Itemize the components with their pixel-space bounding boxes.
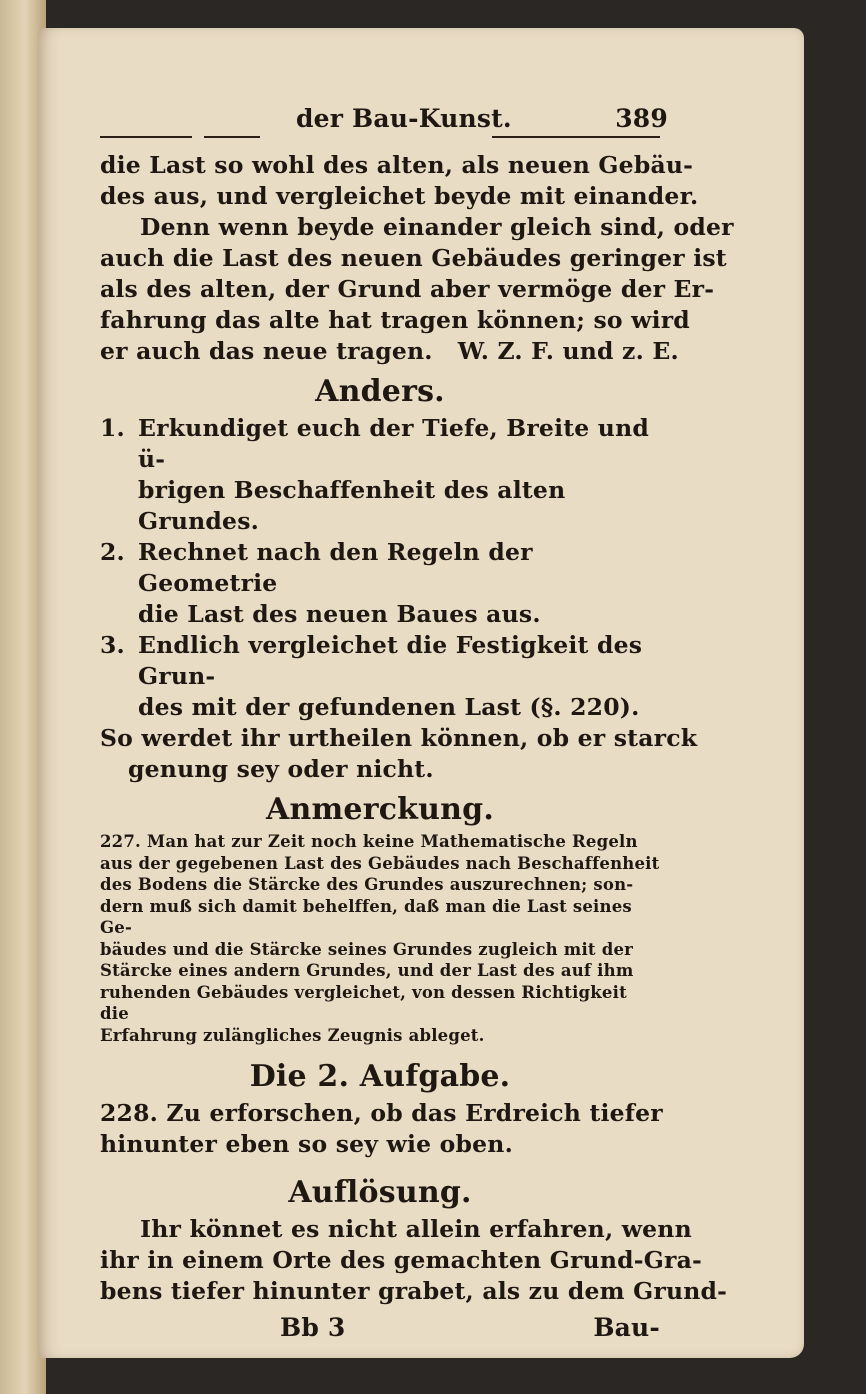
text-line: bens tiefer hinunter grabet, als zu dem Grund- [100, 1277, 728, 1305]
catchword: Bau- [593, 1313, 660, 1342]
list-number: 1. [100, 414, 125, 442]
section-heading-aufgabe: Die 2. Aufgabe. [249, 1059, 511, 1094]
section-heading-aufloesung: Auflösung. [288, 1175, 472, 1210]
text-line: fahrung das alte hat tragen können; so wird [100, 306, 690, 334]
list-number: 2. [100, 538, 125, 566]
page-footer [100, 1313, 660, 1342]
header-rule [204, 136, 260, 138]
text-line: auch die Last des neuen Gebäudes geringer ist [100, 244, 727, 272]
list-text: Endlich vergleichet die Festigkeit des Grun- des mit der gefundenen Last (§. 220). [138, 631, 643, 721]
text-line: ihr in einem Orte des gemachten Grund-Gra- [100, 1246, 702, 1274]
text-line: 228. Zu erforschen, ob das Erdreich tiefer [100, 1099, 663, 1127]
header-rule [492, 136, 660, 138]
text-line: er auch das neue tragen. W. Z. F. und z. E. [100, 337, 679, 365]
text-line: als des alten, der Grund aber vermöge der Er- [100, 275, 715, 303]
text-line: Denn wenn beyde einander gleich sind, oder [140, 213, 734, 241]
text-line: hinunter eben so sey wie oben. [100, 1130, 513, 1158]
section-heading-anders: Anders. [315, 374, 445, 409]
book-page [38, 28, 804, 1358]
page-content [100, 98, 734, 1342]
text-line: Ihr könnet es nicht allein erfahren, wenn [140, 1215, 692, 1243]
list-text: Erkundiget euch der Tiefe, Breite und ü- brigen Beschaffenheit des alten Grundes. [138, 414, 649, 535]
section-heading-anmerckung: Anmerckung. [265, 792, 495, 827]
text-line: des aus, und vergleichet beyde mit einander. [100, 182, 699, 210]
signature-mark: Bb 3 [280, 1313, 346, 1342]
list-item [100, 630, 660, 723]
text-line: genung sey oder nicht. [128, 755, 434, 783]
text-line: die Last so wohl des alten, als neuen Gebäu- [100, 151, 694, 179]
list-number: 3. [100, 631, 125, 659]
list-item [100, 413, 660, 537]
list-text: Rechnet nach den Regeln der Geometrie die Last des neuen Baues aus. [138, 538, 541, 628]
running-title: der Bau-Kunst. [296, 104, 512, 133]
list-item [100, 537, 660, 630]
text-line: So werdet ihr urtheilen können, ob er starck [100, 724, 698, 752]
page-number: 389 [615, 104, 668, 133]
running-header [100, 98, 668, 136]
remark-paragraph: 227. Man hat zur Zeit noch keine Mathematische Regeln aus der gegebenen Last des Gebäudes nach Beschaffenheit des Bodens die Stärcke des Grundes auszurechnen; son- dern muß sich damit behelffen, daß man die Last seines Ge- bäudes und die Stärcke seines Grundes zugleich mit der Stärcke eines andern Grundes, und der Last des auf ihm ruhenden Gebäudes vergleichet, von dessen Richtigkeit die Erfahrung zulängliches Zeugnis ableget. [100, 832, 660, 1045]
header-rule [100, 136, 192, 138]
